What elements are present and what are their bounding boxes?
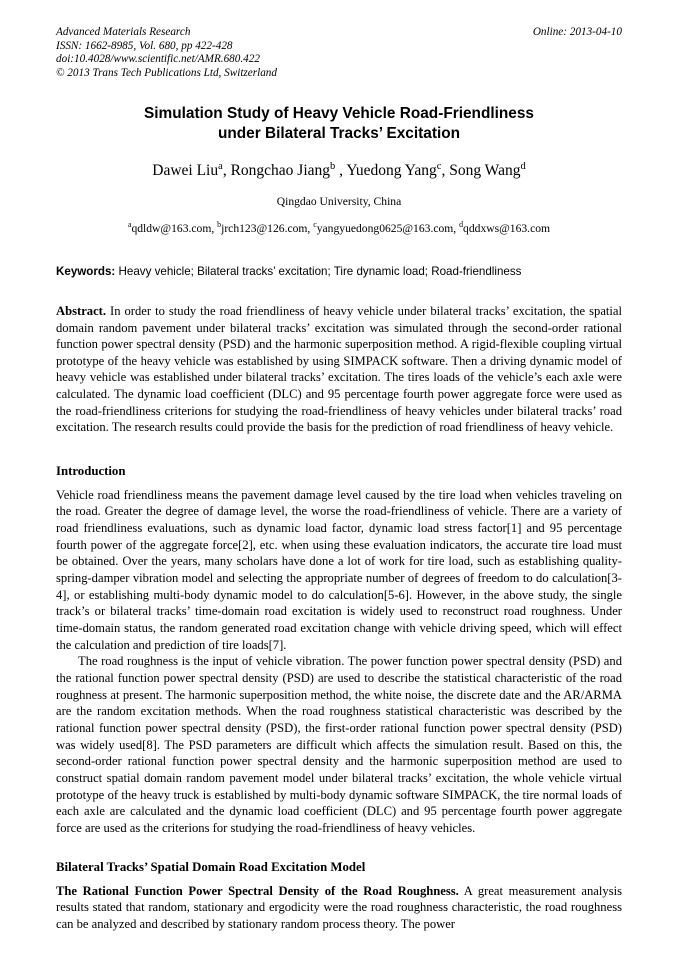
journal-copyright: © 2013 Trans Tech Publications Ltd, Switzerland	[56, 66, 277, 79]
header-journal-info	[56, 26, 277, 80]
author-separator-1: ,	[222, 162, 231, 179]
author-1-affiliation-marker: a	[218, 160, 223, 172]
author-4-affiliation-marker: d	[520, 160, 526, 172]
email-4-marker: d	[459, 220, 464, 230]
email-2-marker: b	[217, 220, 222, 230]
subsection-lead: The Rational Function Power Spectral Density of the Road Roughness.	[56, 883, 459, 898]
keywords-label: Keywords:	[56, 265, 116, 278]
author-4-name: Song Wang	[449, 162, 521, 179]
introduction-paragraph-1: Vehicle road friendliness means the pavement damage level caused by the tire load when vehicles traveling on the road. Greater the degree of damage level, the worse the road-friendliness of vehicle. There are a variety of road friendliness evaluations, such as dynamic load factor, dynamic load stress factor[1] and 95 percentage fourth power of the aggregate force[2], etc. when using these evaluation indicators, the accurate tire load must be obtained. Over the years, many scholars have done a lot of work for tire load, such as establishing quality-spring-damper vibration model and selecting the appropriate number of degrees of freedom to do calculation[3-4], or establishing multi-body dynamic model to do calculation[5-6]. However, in the above study, the single track’s or bilateral tracks’ time-domain road excitation is widely used to reconstruct road roughness. Under time-domain status, the random generated road excitation change with vehicle driving speed, which will effect the calculation and prediction of tire loads[7].	[56, 487, 622, 652]
author-3-name: Yuedong Yang	[346, 162, 437, 179]
journal-doi: doi:10.4028/www.scientific.net/AMR.680.422	[56, 53, 260, 65]
subsection-text: A great measurement analysis results stated that random, stationary and ergodicity were the road roughness characteristic, the road roughness can be analyzed and described by stationary random process theory. The power	[56, 883, 622, 931]
online-date: Online: 2013-04-10	[532, 26, 622, 38]
author-list	[56, 161, 622, 181]
email-3: yangyuedong0625@163.com,	[316, 222, 460, 235]
title-line-2: under Bilateral Tracks’ Excitation	[217, 125, 461, 142]
section-heading-road-excitation-model: Bilateral Tracks’ Spatial Domain Road Excitation Model	[56, 859, 366, 874]
author-emails	[56, 221, 622, 237]
author-2-name: Rongchao Jiang	[230, 162, 331, 179]
abstract	[56, 303, 622, 436]
keywords	[56, 264, 622, 279]
author-3-affiliation-marker: c	[436, 160, 442, 172]
journal-issn: ISSN: 1662-8985, Vol. 680, pp 422-428	[56, 39, 233, 52]
page-header	[56, 26, 622, 80]
abstract-text: In order to study the road friendliness of heavy vehicle under bilateral tracks’ excitation, the spatial domain random pavement under bilateral tracks’ excitation was simulated through the second-order rational function power spectral density (PSD) and the harmonic superposition method. A rigid-flexible coupling virtual prototype of the heavy vehicle was established by using SIMPACK software. Then a driving dynamic model of heavy vehicle was established under bilateral tracks’ excitation. The tires loads of the vehicle’s each axle were calculated. The dynamic load coefficient (DLC) and 95 percentage fourth power aggregate force were used as the road-friendliness criterions for studying the road-friendliness of heavy vehicles under bilateral tracks’ road excitation. The research results could provide the basis for the prediction of road friendliness of heavy vehicle.	[56, 304, 622, 435]
author-2-affiliation-marker: b	[330, 160, 336, 172]
affiliation: Qingdao University, China	[276, 195, 402, 208]
email-1-marker: a	[127, 220, 132, 230]
author-separator-3: ,	[441, 162, 450, 179]
page-title	[56, 104, 622, 144]
abstract-label: Abstract.	[56, 304, 107, 318]
author-separator-2: ,	[335, 162, 347, 179]
journal-name: Advanced Materials Research	[56, 26, 191, 38]
introduction-paragraph-2: The road roughness is the input of vehicle vibration. The power function power spectral density (PSD) and the rational function power spectral density (PSD) are used to describe the statistical characteristic of the road roughness at present. The harmonic superposition method, the white noise, the discrete date and the AR/ARMA are the random excitation methods. When the road roughness statistical characteristic was described by the rational function power spectral density (PSD), the first-order rational function power spectral density (PSD) was widely used[8]. The PSD parameters are difficult which affects the simulation result. Based on this, the second-order rational function power spectral density and the harmonic superposition method are used to construct spatial domain random pavement model under bilateral tracks’ excitation, the whole vehicle virtual prototype of the heavy truck is established by multi-body dynamic software SIMPACK, the tire normal loads of each axle are calculated and the dynamic load coefficient (DLC) and 95 percentage fourth power aggregate force are used as the criterions for studying the road-friendliness of heavy vehicles.	[56, 654, 622, 835]
keywords-value: Heavy vehicle; Bilateral tracks’ excitation; Tire dynamic load; Road-friendliness	[115, 265, 522, 278]
email-2: jrch123@126.com,	[221, 222, 314, 235]
subsection-rational-function-psd	[56, 883, 622, 933]
email-4: qddxws@163.com	[463, 222, 551, 235]
title-line-1: Simulation Study of Heavy Vehicle Road-Friendliness	[144, 105, 534, 122]
email-3-marker: c	[313, 220, 317, 230]
section-heading-introduction: Introduction	[56, 463, 126, 478]
email-1: qdldw@163.com,	[131, 222, 218, 235]
author-1-name: Dawei Liu	[152, 162, 219, 179]
